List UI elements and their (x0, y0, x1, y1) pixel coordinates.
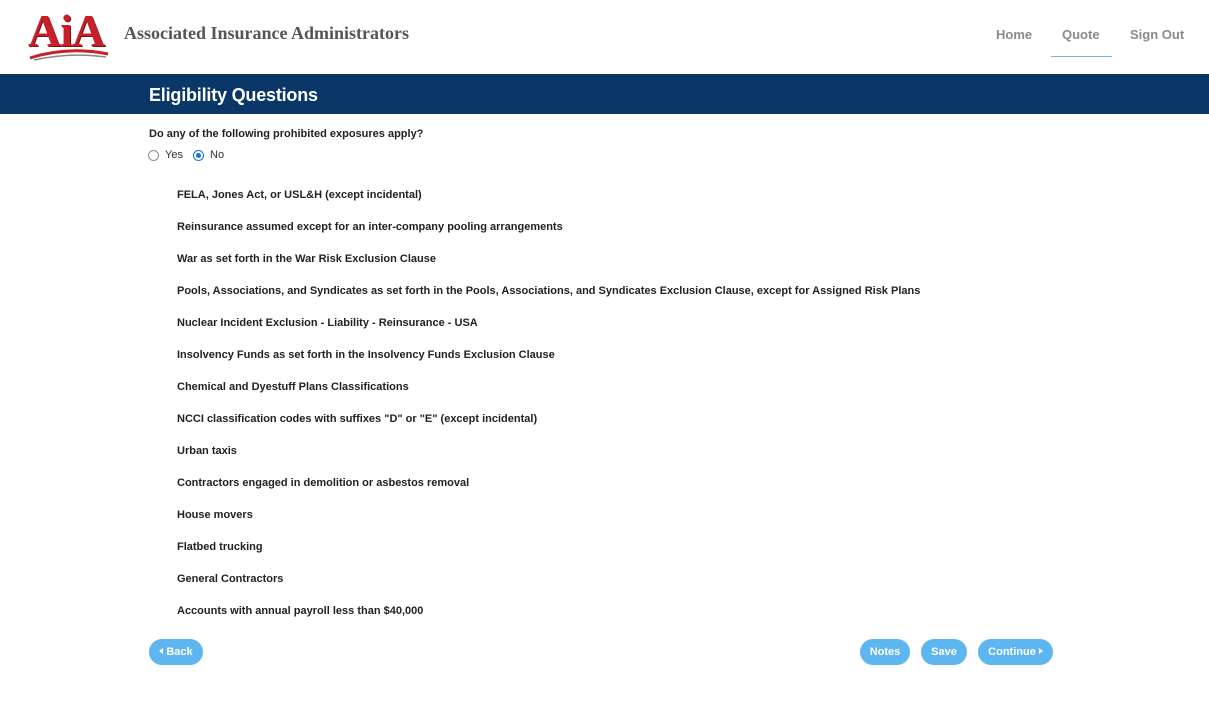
exposure-item: War as set forth in the War Risk Exclusion Clause (177, 253, 436, 265)
exposure-item: Contractors engaged in demolition or asbestos removal (177, 477, 470, 489)
exposure-item: NCCI classification codes with suffixes "D" or "E" (except incidental) (177, 413, 538, 425)
exposure-item: Insolvency Funds as set forth in the Insolvency Funds Exclusion Clause (177, 349, 555, 361)
logo-swoosh-icon (28, 44, 110, 62)
prohibited-exposures-list (177, 189, 920, 637)
nav-home-link[interactable]: Home (996, 27, 1033, 42)
continue-button[interactable] (978, 639, 1053, 665)
exposure-item: Accounts with annual payroll less than $40,000 (177, 605, 424, 617)
logo-text: AiA (28, 5, 105, 56)
header (0, 0, 1209, 74)
exposure-item: FELA, Jones Act, or USL&H (except incidental) (177, 189, 422, 201)
chevron-right-icon (1039, 648, 1043, 654)
chevron-left-icon (159, 648, 163, 654)
nav-sign-out-link[interactable]: Sign Out (1130, 27, 1185, 42)
save-button[interactable]: Save (921, 639, 967, 665)
company-name: Associated Insurance Administrators (124, 23, 410, 43)
exposure-item: General Contractors (177, 573, 284, 585)
back-button[interactable] (149, 639, 203, 665)
nav-active-indicator (1051, 56, 1112, 57)
continue-button-label: Continue (988, 646, 1036, 658)
yes-radio[interactable] (148, 150, 159, 161)
no-radio[interactable] (193, 150, 204, 161)
aia-logo[interactable] (28, 5, 110, 62)
nav-quote-link[interactable]: Quote (1062, 27, 1100, 42)
exposure-item: Urban taxis (177, 445, 237, 457)
no-radio-label[interactable]: No (210, 149, 225, 161)
exposure-item: House movers (177, 509, 253, 521)
title-bar (0, 74, 1209, 114)
exposure-item: Pools, Associations, and Syndicates as set forth in the Pools, Associations, and Syndicates Exclusion Clause, except for Assigned Risk Plans (177, 285, 921, 297)
page-title: Eligibility Questions (149, 85, 318, 105)
exposure-item: Nuclear Incident Exclusion - Liability - Reinsurance - USA (177, 317, 478, 329)
yes-radio-label[interactable]: Yes (165, 149, 183, 161)
back-button-label: Back (166, 646, 193, 658)
exposure-item: Reinsurance assumed except for an inter-company pooling arrangements (177, 221, 563, 233)
exposure-item: Chemical and Dyestuff Plans Classifications (177, 381, 409, 393)
notes-button[interactable]: Notes (860, 639, 910, 665)
exposure-item: Flatbed trucking (177, 541, 263, 553)
eligibility-question: Do any of the following prohibited exposures apply? (149, 128, 424, 140)
